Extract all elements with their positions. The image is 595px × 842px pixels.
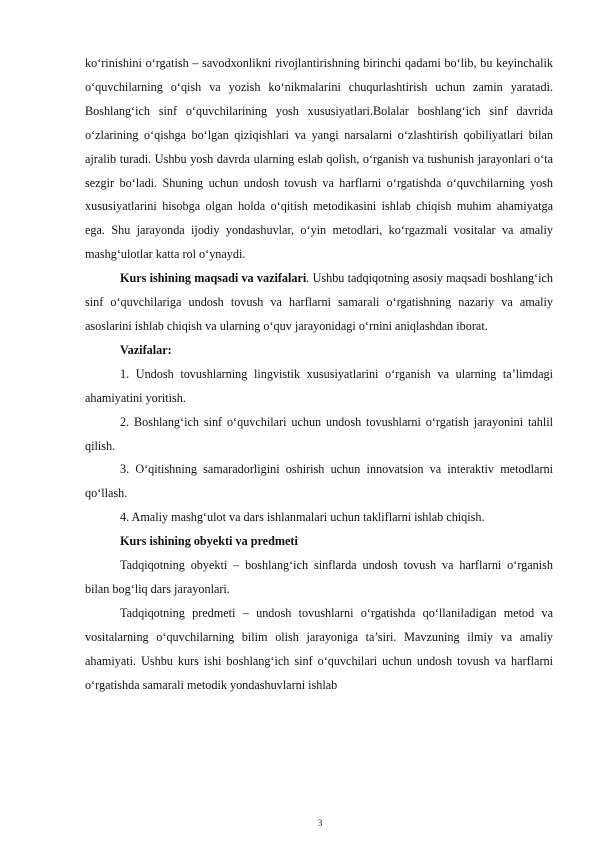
document-body [85, 52, 553, 697]
object-subject-heading: Kurs ishining obyekti va predmeti [120, 534, 298, 549]
task-item-4: 4. Amaliy mashg‘ulot va dars ishlanmalari uchun takliflarni ishlab chiqish. [120, 510, 485, 525]
tasks-heading: Vazifalar: [120, 342, 172, 357]
paragraph-intro: ko‘rinishini o‘rgatish – savodxonlikni rivojlantirishning birinchi qadami bo‘lib, bu keyinchalik o‘quvchilarning o‘qish va yozish ko‘nikmalarini chuqurlashtirish uchun zamin yaratadi. Boshlang‘ich sinf o‘quvchilarining yosh xususiyatlari.Bolalar boshlang‘ich sinf davrida o‘zlarining o‘qishga bo‘lgan qiziqishlari va yangi narsalarni o‘zlashtirish qobiliyatlari bilan ajralib turadi. Ushbu yosh davrda ularning eslab qolish, o‘rganish va tushunish jarayonlari o‘ta sezgir bo‘ladi. Shuning uchun undosh tovush va harflarni o‘rgatishda o‘quvchilarning yosh xususiyatlarini hisobga olgan holda o‘qitish metodikasini ishlab chiqish muhim ahamiyatga ega. Shu jarayonda ijodiy yondashuvlar, o‘yin metodlari, ko‘rgazmali vositalar va amaliy mashg‘ulotlar katta rol o‘ynaydi. [85, 56, 553, 262]
paragraph-object: Tadqiqotning obyekti – boshlang‘ich sinflarda undosh tovush va harflarni o‘rganish bilan bog‘liq dars jarayonlari. [85, 558, 553, 596]
goal-text: . Ushbu tadqiqotning asosiy maqsadi boshlang‘ich sinf o‘quvchilariga undosh tovush va harflarni samarali o‘rgatishning nazariy va amaliy asoslarini ishlab chiqish va ularning o‘quv jarayonidagi o‘rnini aniqlashdan iborat. [85, 271, 553, 333]
task-item-1: 1. Undosh tovushlarning lingvistik xususiyatlarini o‘rganish va ularning ta’limdagi ahamiyatini yoritish. [85, 366, 553, 405]
page-number: 3 [317, 819, 323, 829]
goal-lead: Kurs ishining maqsadi va vazifalari [120, 271, 307, 286]
paragraph-goal [85, 267, 553, 339]
task-item-3: 3. O‘qitishning samaradorligini oshirish uchun innovatsion va interaktiv metodlarni qo‘llash. [85, 462, 553, 501]
task-item-2: 2. Boshlang‘ich sinf o‘quvchilari uchun undosh tovushlarni o‘rgatish jarayonini tahlil qilish. [85, 414, 553, 453]
paragraph-subject: Tadqiqotning predmeti – undosh tovushlarni o‘rgatishda qo‘llaniladigan metod va vositalarning o‘quvchilarning bilim olish jarayoniga ta’siri. Mavzuning ilmiy va amaliy ahamiyati. Ushbu kurs ishi boshlang‘ich sinf o‘quvchilari uchun undosh tovush va harflarni o‘rgatishda samarali metodik yondashuvlarni ishlab [85, 605, 553, 692]
